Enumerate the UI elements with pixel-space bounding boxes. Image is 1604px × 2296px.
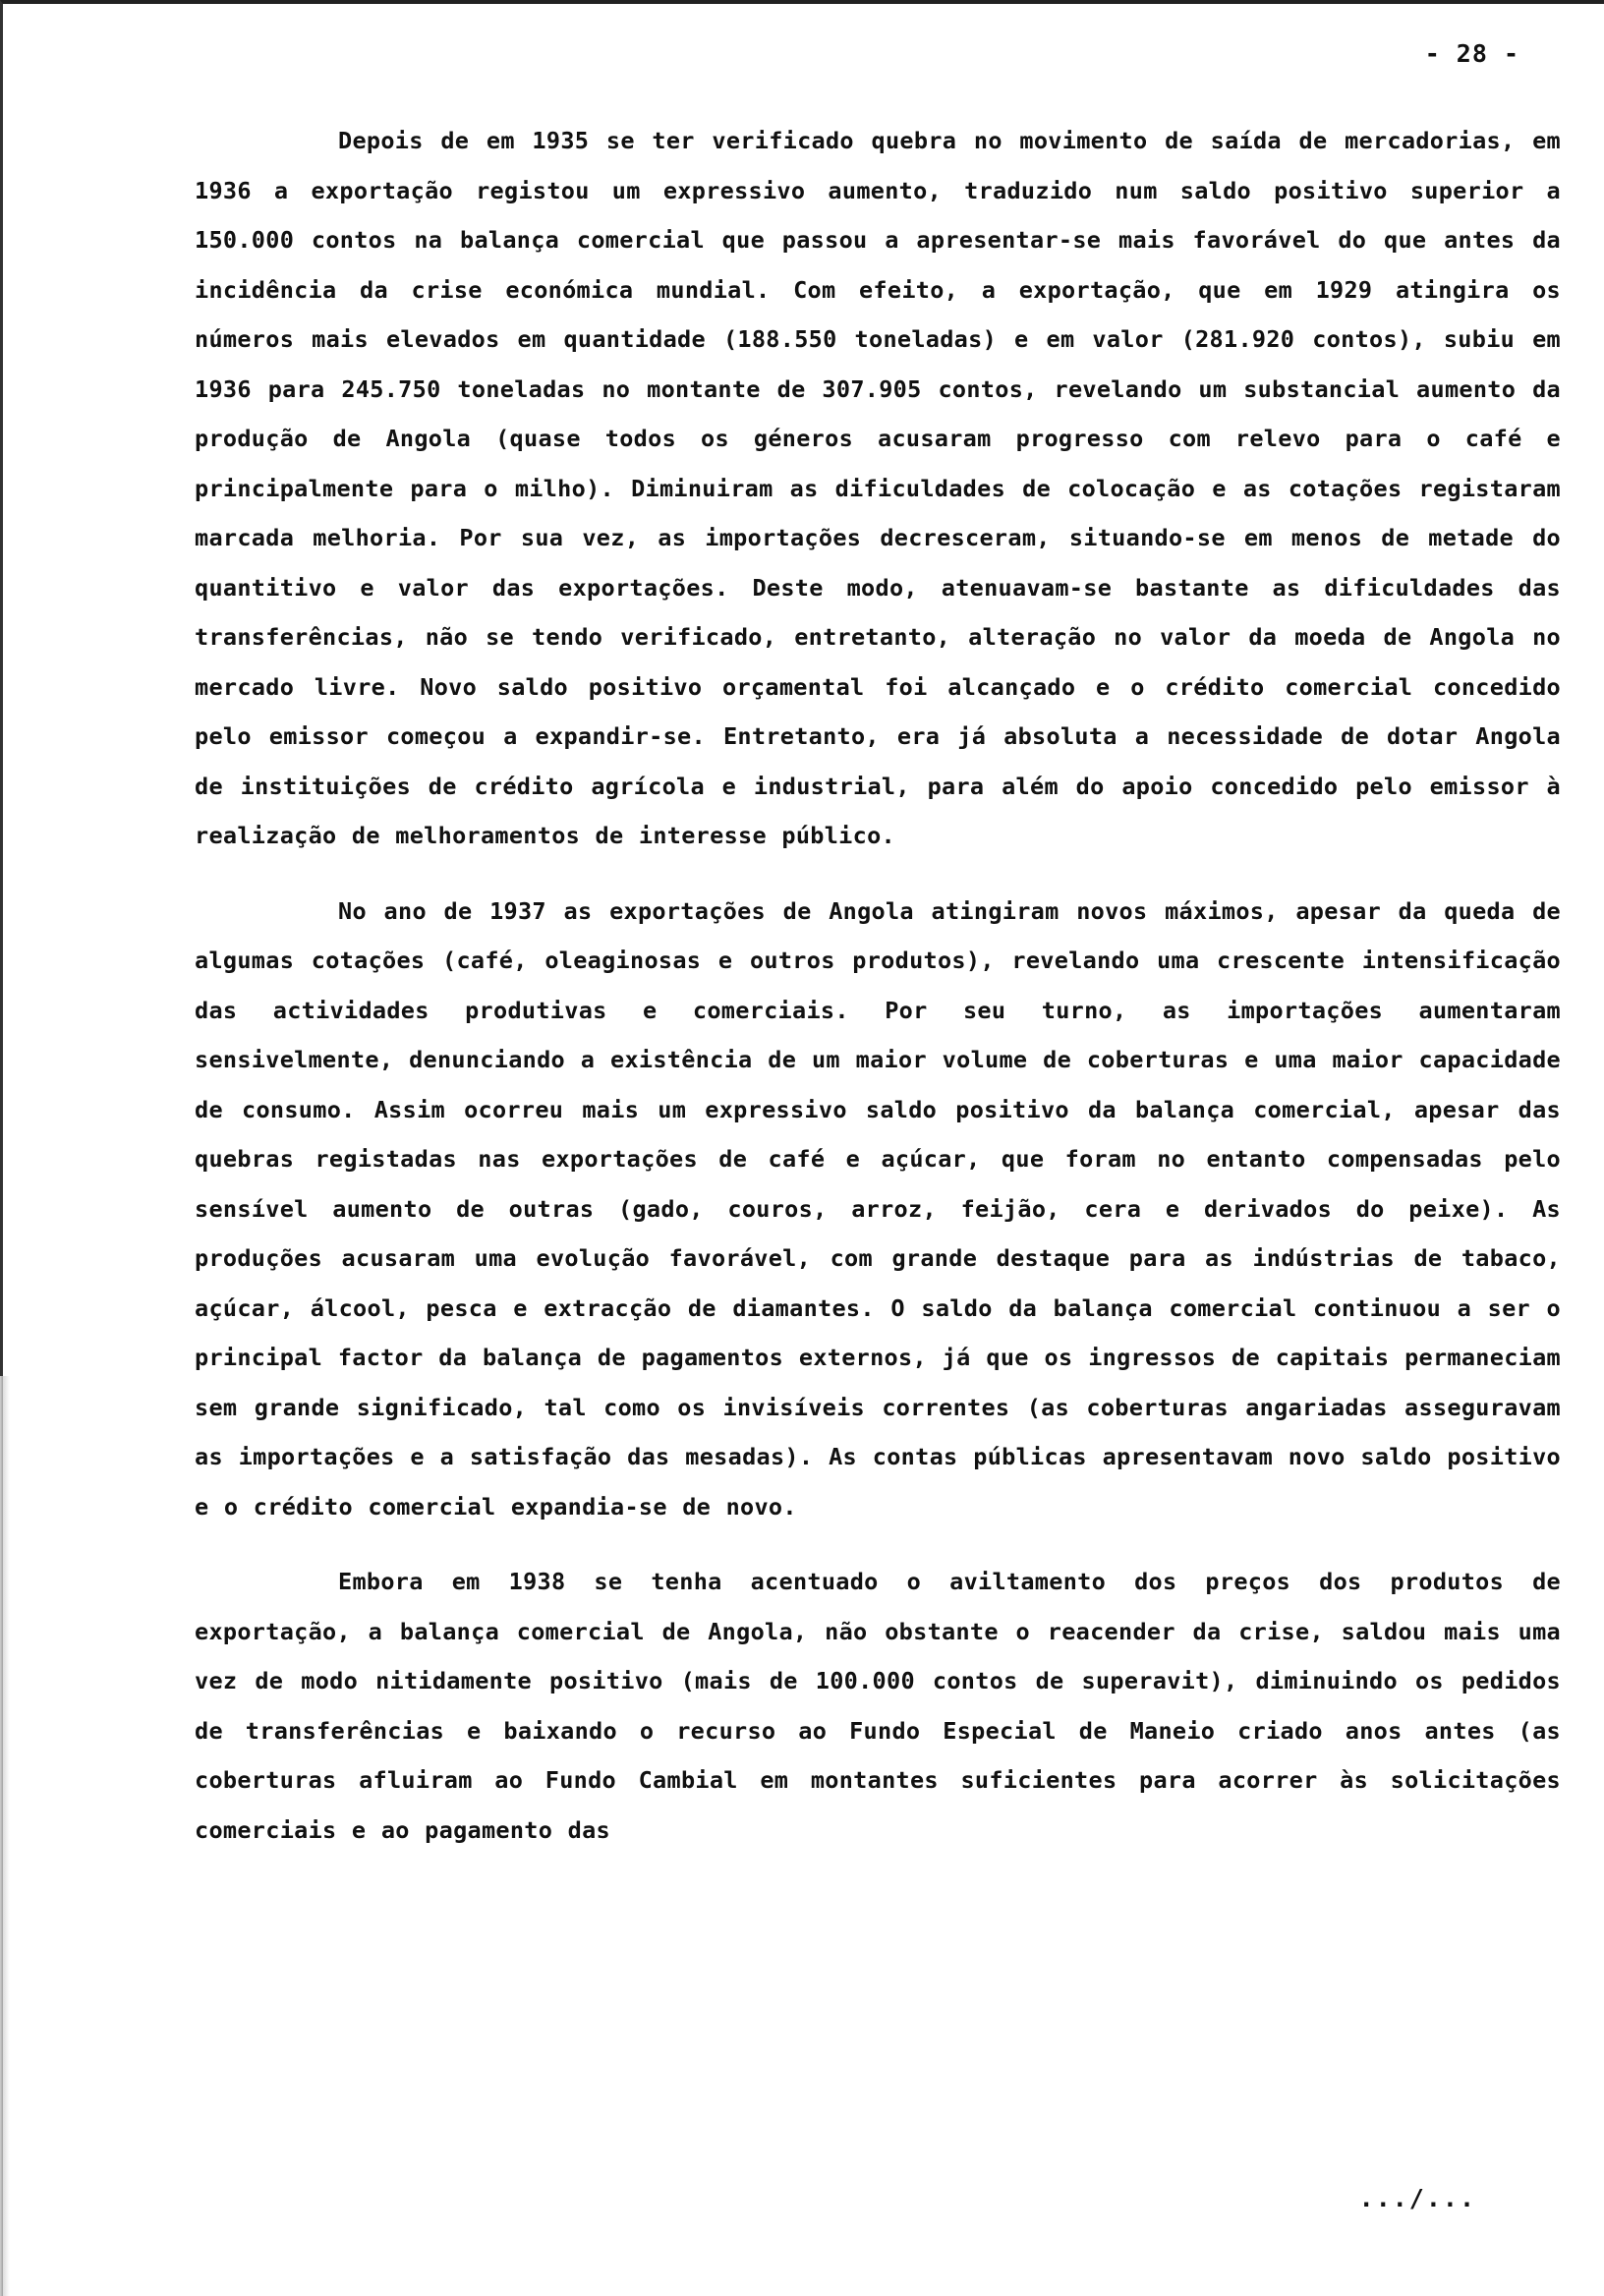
paragraph-1936-exports: Depois de em 1935 se ter verificado quebra no movimento de saída de mercadorias, em 1936 a exportação registou um expressivo aumento, traduzido num saldo positivo superior a 150.000 contos na balança comercial que passou a apresentar-se mais favorável do que antes da incidência da crise económica mundial. Com efeito, a exportação, que em 1929 atingira os números mais elevados em quantidade (188.550 toneladas) e em valor (281.920 contos), subiu em 1936 para 245.750 toneladas no montante de 307.905 contos, revelando um substancial aumento da produção de Angola (quase todos os géneros acusaram progresso com relevo para o café e principalmente para o milho). Diminuiram as dificuldades de colocação e as cotações registaram marcada melhoria. Por sua vez, as importações decresceram, situando-se em menos de metade do quantitivo e valor das exportações. Deste modo, atenuavam-se bastante as dificuldades das transferências, não se tendo verificado, entretanto, alteração no valor da moeda de Angola no mercado livre. Novo saldo positivo orçamental foi alcançado e o crédito comercial concedido pelo emissor começou a expandir-se. Entretanto, era já absoluta a necessidade de dotar Angola de instituições de crédito agrícola e industrial, para além do apoio concedido pelo emissor à realização de melhoramentos de interesse público. (195, 127, 1561, 849)
scan-edge-shadow (0, 1376, 10, 2296)
paragraph-1938-exports: Embora em 1938 se tenha acentuado o aviltamento dos preços dos produtos de exportação, a balança comercial de Angola, não obstante o reacender da crise, saldou mais uma vez de modo nitidamente positivo (mais de 100.000 contos de superavit), diminuindo os pedidos de transferências e baixando o recurso ao Fundo Especial de Maneio criado anos antes (as coberturas afluiram ao Fundo Cambial em montantes suficientes para acorrer às solicitações comerciais e ao pagamento das (195, 1568, 1561, 1844)
document-body (195, 116, 1561, 1855)
paragraph-1937-exports: No ano de 1937 as exportações de Angola atingiram novos máximos, apesar da queda de algumas cotações (café, oleaginosas e outros produtos), revelando uma crescente intensificação das actividades produtivas e comerciais. Por seu turno, as importações aumentaram sensivelmente, denunciando a existência de um maior volume de coberturas e uma maior capacidade de consumo. Assim ocorreu mais um expressivo saldo positivo da balança comercial, apesar das quebras registadas nas exportações de café e açúcar, que foram no entanto compensadas pelo sensível aumento de outras (gado, couros, arroz, feijão, cera e derivados do peixe). As produções acusaram uma evolução favorável, com grande destaque para as indústrias de tabaco, açúcar, álcool, pesca e extracção de diamantes. O saldo da balança comercial continuou a ser o principal factor da balança de pagamentos externos, já que os ingressos de capitais permaneciam sem grande significado, tal como os invisíveis correntes (as coberturas angariadas asseguravam as importações e a satisfação das mesadas). As contas públicas apresentavam novo saldo positivo e o crédito comercial expandia-se de novo. (195, 896, 1561, 1521)
continuation-mark: .../... (1358, 2184, 1476, 2212)
page-number: - 28 - (1424, 39, 1519, 68)
